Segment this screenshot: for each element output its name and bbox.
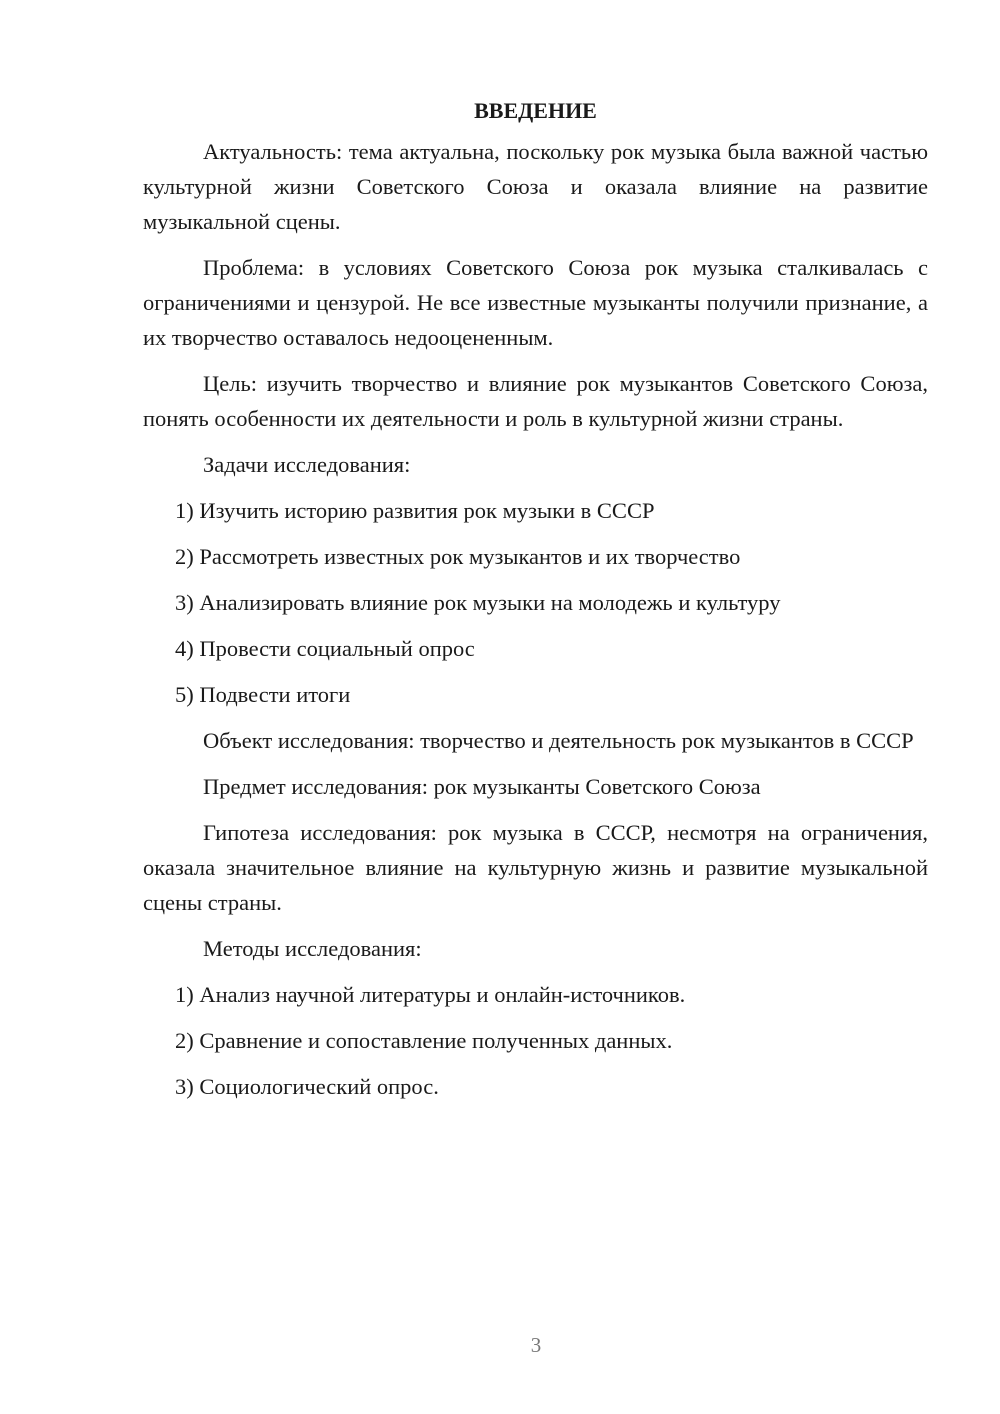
tasks-title: Задачи исследования: <box>203 452 411 477</box>
hypothesis-paragraph: Гипотеза исследования: рок музыка в СССР, несмотря на ограничения, оказала значительное влияние на культурную жизнь и развитие музыкальной сцены страны. <box>143 820 928 915</box>
list-item: 1) Изучить историю развития рок музыки в СССР <box>175 498 655 523</box>
page-number-label: 3 <box>530 1333 542 1357</box>
goal-paragraph: Цель: изучить творчество и влияние рок музыкантов Советского Союза, понять особенности их деятельности и роль в культурной жизни страны. <box>143 371 928 431</box>
page-number <box>72 1333 1000 1358</box>
relevance-paragraph: Актуальность: тема актуальна, поскольку рок музыка была важной частью культурной жизни Советского Союза и оказала влияние на развитие музыкальной сцены. <box>143 139 928 234</box>
methods-title: Методы исследования: <box>203 936 422 961</box>
problem-paragraph: Проблема: в условиях Советского Союза рок музыка сталкивалась с ограничениями и цензурой. Не все известные музыканты получили признание, а их творчество оставалось недооцененным. <box>143 255 928 350</box>
list-item: 5) Подвести итоги <box>175 682 351 707</box>
section-heading: ВВЕДЕНИЕ <box>474 98 597 123</box>
list-item: 2) Рассмотреть известных рок музыкантов и их творчество <box>175 544 741 569</box>
list-item: 4) Провести социальный опрос <box>175 636 475 661</box>
list-item: 2) Сравнение и сопоставление полученных данных. <box>175 1028 673 1053</box>
methods-list <box>143 977 928 1104</box>
tasks-list <box>143 493 928 712</box>
list-item: 3) Социологический опрос. <box>175 1074 439 1099</box>
list-item: 3) Анализировать влияние рок музыки на молодежь и культуру <box>175 590 781 615</box>
list-item: 1) Анализ научной литературы и онлайн-источников. <box>175 982 686 1007</box>
object-paragraph: Объект исследования: творчество и деятельность рок музыкантов в СССР <box>203 728 914 753</box>
document-body <box>143 94 928 1115</box>
subject-paragraph: Предмет исследования: рок музыканты Советского Союза <box>203 774 761 799</box>
